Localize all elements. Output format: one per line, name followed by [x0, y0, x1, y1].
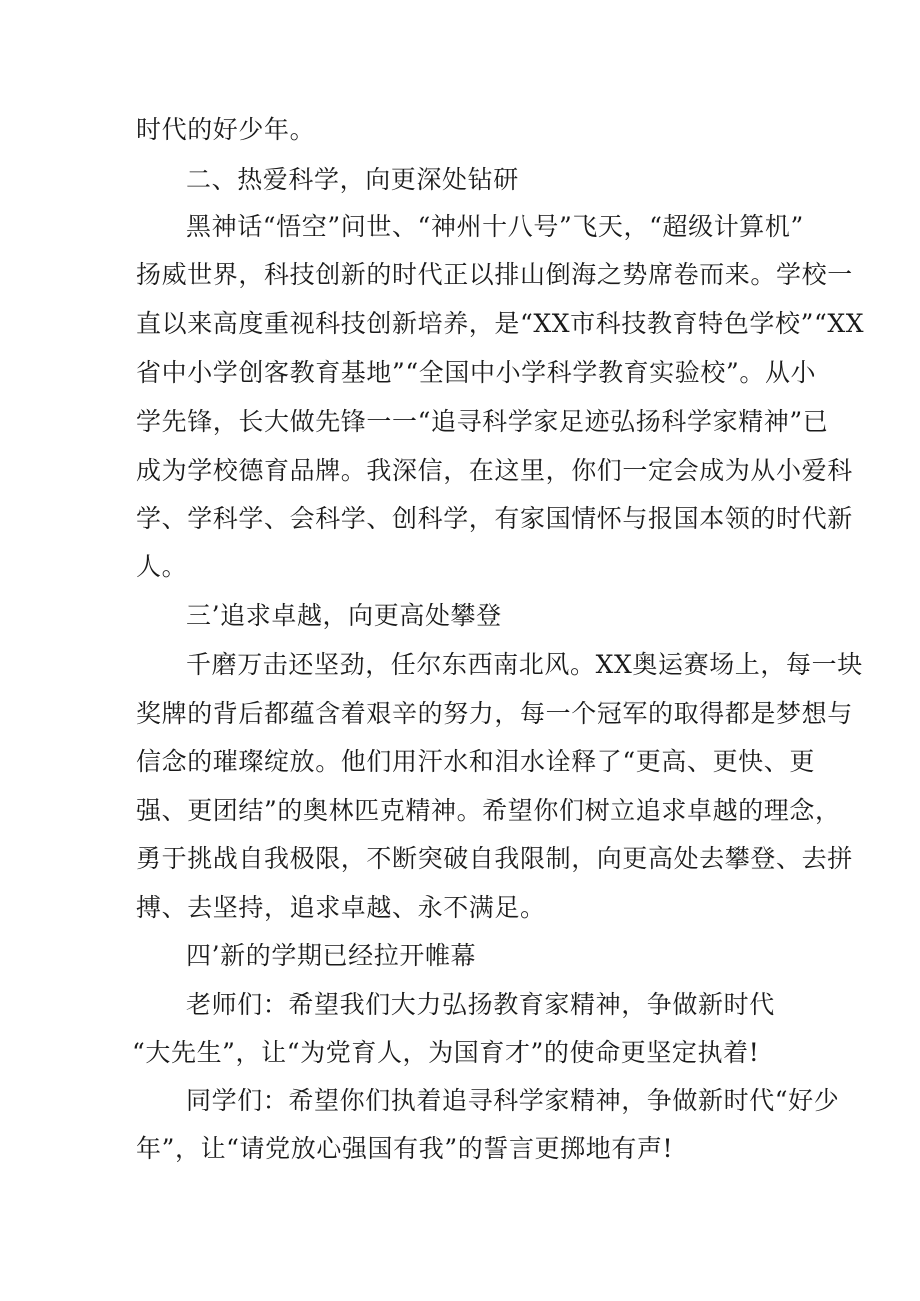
- text-line: 黑神话“悟空”问世、“神州十八号”飞天，“超级计算机”: [186, 212, 804, 241]
- text-line: 同学们：希望你们执着追寻科学家精神，争做新时代“好少: [186, 1086, 840, 1115]
- text-line: 搏、去坚持，追求卓越、永不满足。: [136, 893, 546, 922]
- text-line: 老师们：希望我们大力弘扬教育家精神，争做新时代: [186, 990, 775, 1019]
- text-line: 扬威世界，科技创新的时代正以排山倒海之势席卷而来。学校一: [136, 260, 853, 289]
- text-line: 信念的璀璨绽放。他们用汗水和泪水诠释了“更高、更快、更: [136, 747, 815, 776]
- text-line: 奖牌的背后都蕴含着艰辛的努力，每一个冠军的取得都是梦想与: [136, 699, 853, 728]
- section-heading: 四’新的学期已经拉开帷幕: [186, 941, 477, 970]
- text-line: 直以来高度重视科技创新培养，是“XX市科技教育特色学校”“XX: [136, 309, 865, 338]
- text-line: 千磨万击还坚劲，任尔东西南北风。XX奥运赛场上，每一块: [186, 650, 863, 679]
- section-heading: 二、热爱科学，向更深处钻研: [186, 165, 519, 194]
- section-heading: 三’追求卓越，向更高处攀登: [186, 601, 502, 630]
- text-line: 成为学校德育品牌。我深信，在这里，你们一定会成为从小爱科: [136, 456, 853, 485]
- text-line: 省中小学创客教育基地”“全国中小学科学教育实验校”。从小: [136, 358, 817, 387]
- text-line: 强、更团结”的奥林匹克精神。希望你们树立追求卓越的理念，: [136, 796, 841, 825]
- text-line: 时代的好少年。: [136, 115, 316, 144]
- text-line: 勇于挑战自我极限，不断突破自我限制，向更高处去攀登、去拼: [136, 844, 853, 873]
- text-line: 学先锋，长大做先锋一一“追寻科学家足迹弘扬科学家精神”已: [136, 407, 829, 436]
- text-line: 学、学科学、会科学、创科学，有家国情怀与报国本领的时代新: [136, 504, 853, 533]
- text-line: 人。: [136, 552, 188, 581]
- text-line: “大先生”，让“为党育人，为国育才”的使命更坚定执着!: [132, 1038, 760, 1067]
- text-line: 年”，让“请党放心强国有我”的誓言更掷地有声!: [136, 1134, 674, 1163]
